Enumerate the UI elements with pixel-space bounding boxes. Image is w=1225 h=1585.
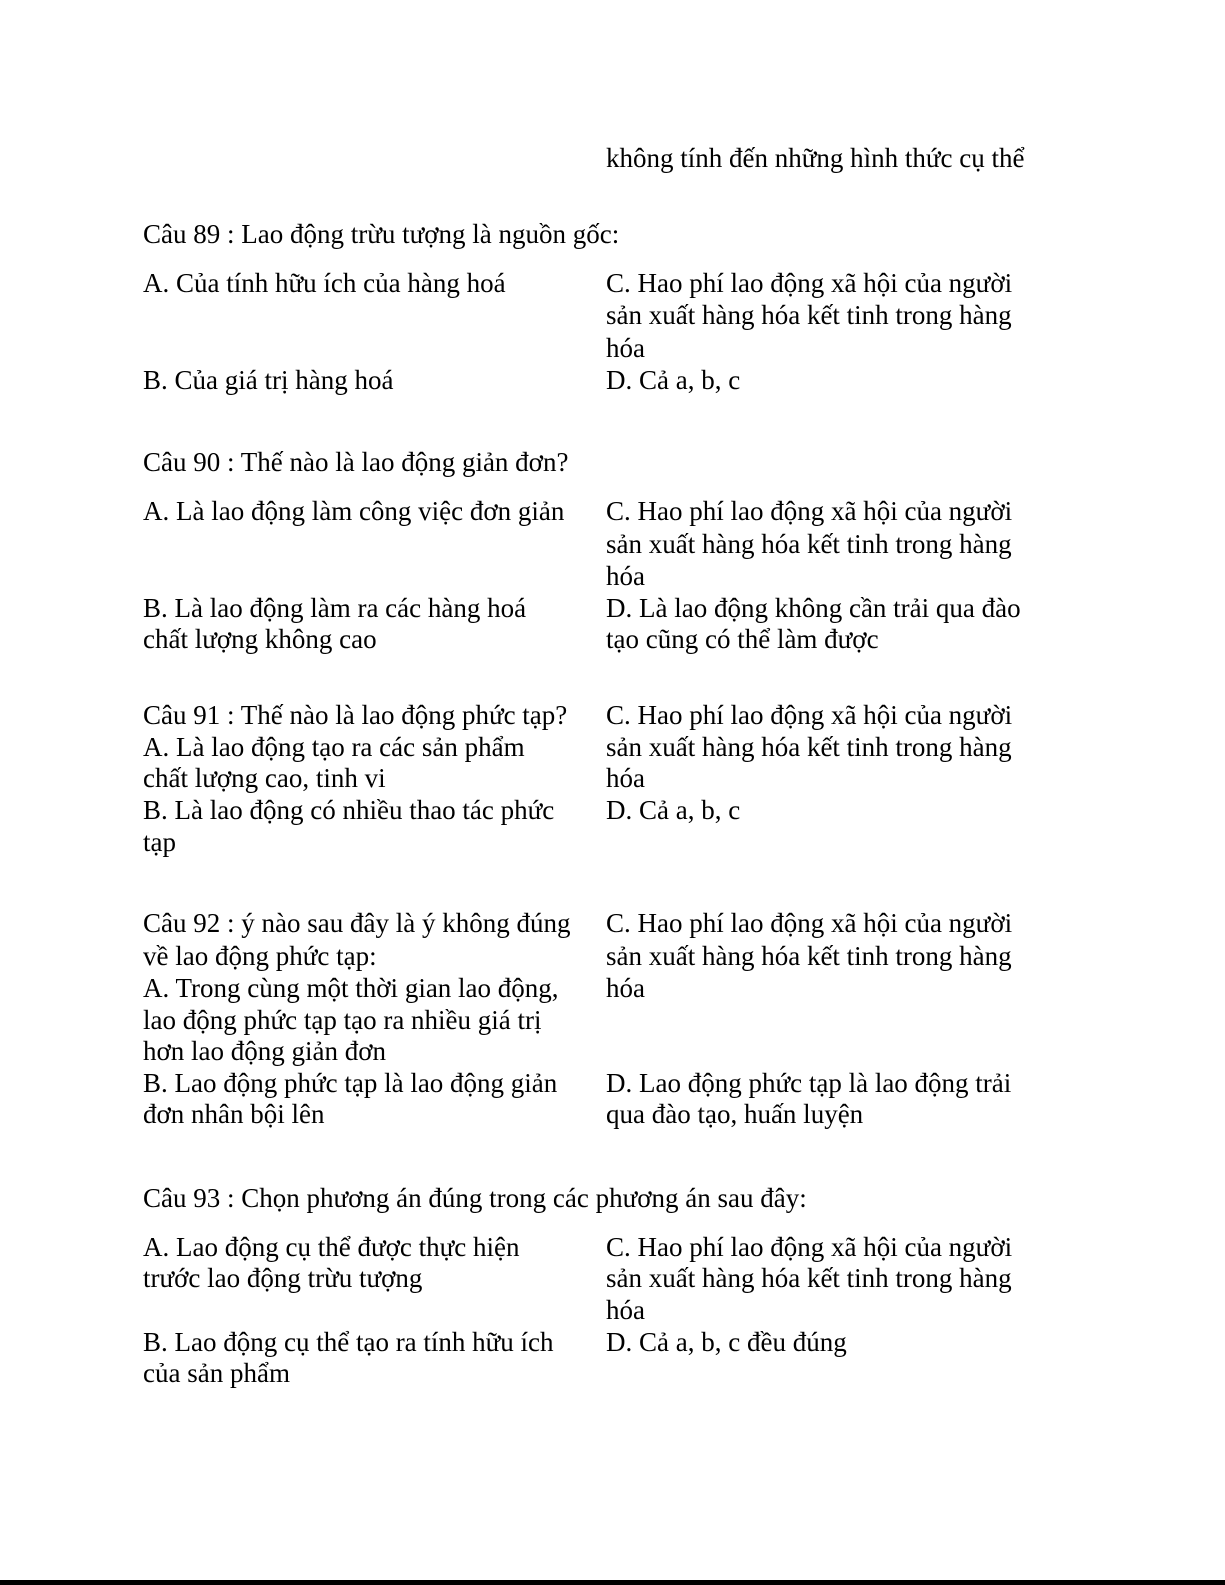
q91-option-b-line2: tạp xyxy=(143,827,176,857)
q91-option-d: D. Cả a, b, c xyxy=(606,795,741,825)
q90-option-d-line1: D. Là lao động không cần trải qua đào xyxy=(606,593,1021,623)
q90-option-c-line2: sản xuất hàng hóa kết tinh trong hàng xyxy=(606,529,1012,559)
q92-option-b-line2: đơn nhân bội lên xyxy=(143,1099,325,1129)
q93-option-c-line1: C. Hao phí lao động xã hội của người xyxy=(606,1232,1013,1262)
q92-option-a-line2: lao động phức tạp tạo ra nhiều giá trị xyxy=(143,1005,542,1035)
q89-option-a: A. Của tính hữu ích của hàng hoá xyxy=(143,268,506,298)
q91-option-c-line3: hóa xyxy=(606,763,645,793)
question-89: Câu 89 : Lao động trừu tượng là nguồn gốc: xyxy=(143,219,620,249)
q93-option-c-line2: sản xuất hàng hóa kết tinh trong hàng xyxy=(606,1263,1012,1293)
q92-option-c-line1: C. Hao phí lao động xã hội của người xyxy=(606,908,1013,938)
q89-option-b: B. Của giá trị hàng hoá xyxy=(143,365,394,395)
continuation-text: không tính đến những hình thức cụ thể xyxy=(606,143,1025,173)
question-90: Câu 90 : Thế nào là lao động giản đơn? xyxy=(143,447,569,477)
q93-option-b-line1: B. Lao động cụ thể tạo ra tính hữu ích xyxy=(143,1327,554,1357)
q90-option-c-line3: hóa xyxy=(606,561,645,591)
q91-option-a-line2: chất lượng cao, tinh vi xyxy=(143,763,386,793)
q91-option-c-line1: C. Hao phí lao động xã hội của người xyxy=(606,700,1013,730)
q90-option-c-line1: C. Hao phí lao động xã hội của người xyxy=(606,496,1013,526)
q92-option-a-line1: A. Trong cùng một thời gian lao động, xyxy=(143,973,559,1003)
q91-option-a-line1: A. Là lao động tạo ra các sản phẩm xyxy=(143,732,525,762)
question-93: Câu 93 : Chọn phương án đúng trong các phương án sau đây: xyxy=(143,1183,807,1213)
q92-option-d-line2: qua đào tạo, huấn luyện xyxy=(606,1099,864,1129)
q93-option-a-line1: A. Lao động cụ thể được thực hiện xyxy=(143,1232,520,1262)
q92-option-c-line3: hóa xyxy=(606,973,645,1003)
q92-option-d-line1: D. Lao động phức tạp là lao động trải xyxy=(606,1068,1012,1098)
q89-option-c-line1: C. Hao phí lao động xã hội của người xyxy=(606,268,1013,298)
q93-option-c-line3: hóa xyxy=(606,1295,645,1325)
q91-option-c-line2: sản xuất hàng hóa kết tinh trong hàng xyxy=(606,732,1012,762)
q92-option-b-line1: B. Lao động phức tạp là lao động giản xyxy=(143,1068,558,1098)
q89-option-d: D. Cả a, b, c xyxy=(606,365,741,395)
q91-option-b-line1: B. Là lao động có nhiều thao tác phức xyxy=(143,795,555,825)
q90-option-b-line2: chất lượng không cao xyxy=(143,624,377,654)
question-92-line2: về lao động phức tạp: xyxy=(143,941,377,971)
q89-option-c-line3: hóa xyxy=(606,333,645,363)
page-bottom-rule xyxy=(0,1580,1225,1585)
q93-option-d: D. Cả a, b, c đều đúng xyxy=(606,1327,847,1357)
q92-option-c-line2: sản xuất hàng hóa kết tinh trong hàng xyxy=(606,941,1012,971)
q90-option-b-line1: B. Là lao động làm ra các hàng hoá xyxy=(143,593,527,623)
q90-option-a: A. Là lao động làm công việc đơn giản xyxy=(143,496,565,526)
q90-option-d-line2: tạo cũng có thể làm được xyxy=(606,624,879,654)
question-91: Câu 91 : Thế nào là lao động phức tạp? xyxy=(143,700,568,730)
q92-option-a-line3: hơn lao động giản đơn xyxy=(143,1036,387,1066)
q93-option-b-line2: của sản phẩm xyxy=(143,1358,290,1388)
q93-option-a-line2: trước lao động trừu tượng xyxy=(143,1263,423,1293)
q89-option-c-line2: sản xuất hàng hóa kết tinh trong hàng xyxy=(606,300,1012,330)
question-92-line1: Câu 92 : ý nào sau đây là ý không đúng xyxy=(143,908,571,938)
